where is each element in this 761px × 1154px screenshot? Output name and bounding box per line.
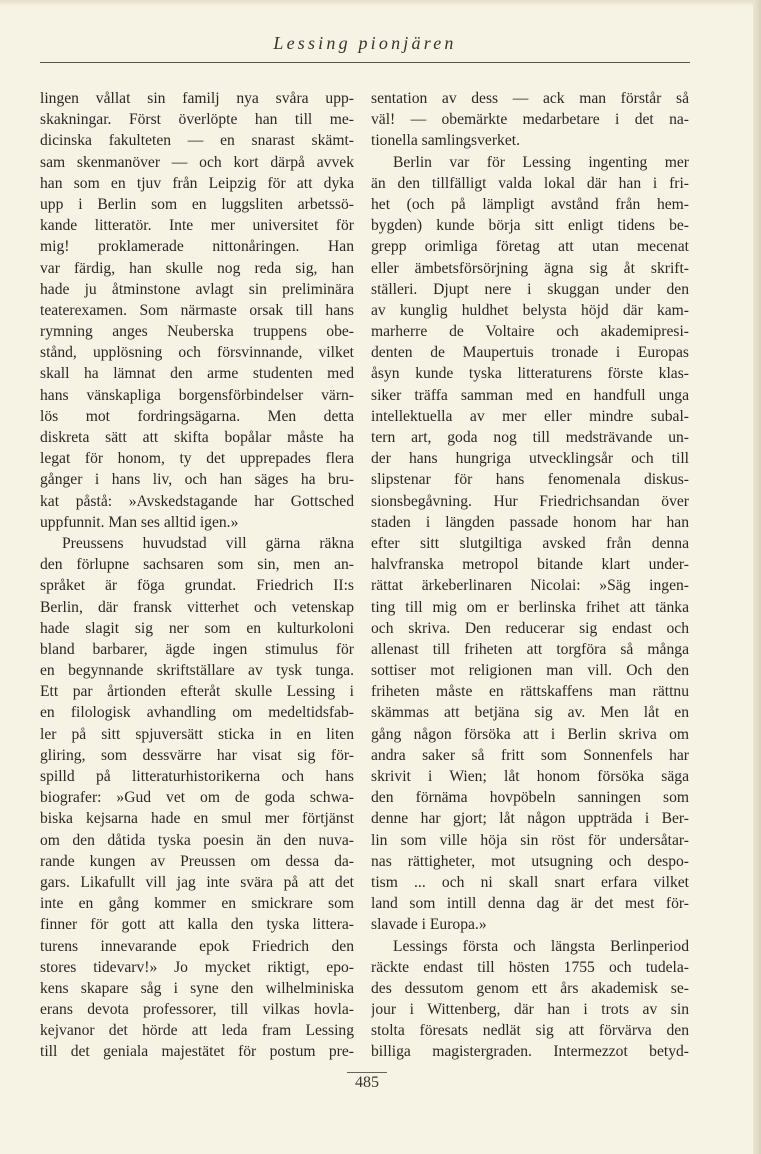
text-line: Berlin var för Lessing ingenting mer: [393, 153, 689, 171]
left-text-column: [40, 88, 354, 1063]
text-line: legat för honom, ty det upprepades flera: [40, 450, 354, 468]
page-right-edge-shadow: [753, 0, 761, 1154]
text-line: sentation av dess — ack man förstår så: [371, 90, 689, 107]
text-line: Preussens huvudstad vill gärna räkna: [62, 534, 354, 552]
text-line: om den dåtida tyska poesin än den nuva-: [40, 831, 354, 849]
text-line: hade ju åtminstone avlagt sin preliminära: [40, 280, 354, 298]
text-line: kat påstå: »Avskedstagande har Gottsched: [40, 492, 354, 510]
text-line: biografer: »Gud vet om de goda schwa-: [40, 789, 354, 807]
text-line: erans devota professorer, till vilkas hovla-: [40, 1001, 354, 1019]
text-line: denne har gjort; låt någon uppträda i Ber-: [371, 810, 689, 828]
right-text-column: [371, 88, 689, 1063]
text-line: gliring, som dessvärre har visat sig för-: [40, 746, 354, 764]
text-line: friheten måste en rättskaffens man rättnu: [371, 683, 689, 701]
text-line: av kunglig huldhet belysta höjd där kam-: [371, 301, 689, 319]
text-line: ting till mig om er berlinska frihet att tänka: [371, 598, 689, 616]
text-line: och skriva. Den reducerar sig endast och: [371, 619, 689, 637]
text-line: jour i Wittenberg, där han i trots av sin: [371, 1001, 689, 1019]
text-line: åsyn kunde tyska litteraturens förste klas-: [371, 365, 689, 383]
text-line: des dessutom genom ett års akademisk se-: [371, 979, 689, 997]
text-line: der hans hungriga utvecklingsår och till: [371, 450, 689, 468]
text-line: dicinska fakulteten — en snarast skämt-: [40, 132, 354, 150]
page-number: 485: [355, 1074, 379, 1091]
text-line: lingen vållat sin familj nya svåra upp-: [40, 90, 354, 107]
text-line: grepp orimliga företag att utan mecenat: [371, 238, 689, 256]
text-line: gång någon försöka att i Berlin skriva om: [371, 725, 689, 743]
text-line: gars. Likafullt vill jag inte svära på att det: [40, 873, 354, 891]
paragraph: [40, 88, 354, 533]
text-line: den förnäma hovpöbeln sanningen som: [371, 789, 689, 807]
text-line: finner för gott att kalla den tyska littera-: [40, 916, 354, 934]
text-line: andra saker så fritt som Sonnenfels har: [371, 746, 689, 764]
text-line: rande kungen av Preussen om dessa da-: [40, 852, 354, 870]
text-line: skall ha lämnat den arme studenten med: [40, 365, 354, 383]
text-line: mig! proklamerade nittonåringen. Han: [40, 238, 354, 256]
text-line: rymning anges Neuberska truppens obe-: [40, 323, 354, 341]
paragraph: [371, 88, 689, 152]
text-line: tern art, goda nog till medsträvande un-: [371, 429, 689, 446]
text-line: kejvanor det hörde att leda fram Lessing: [40, 1022, 354, 1040]
text-line: slavade i Europa.»: [371, 916, 487, 934]
text-line: billiga magistergraden. Intermezzot betyd-: [371, 1043, 689, 1061]
text-line: teaterexamen. Som närmaste orsak till hans: [40, 301, 354, 319]
text-line: stores tidevarv!» Jo mycket riktigt, epo-: [40, 958, 354, 976]
text-line: lin som ville höja sin röst för undersåtar-: [371, 831, 689, 849]
text-line: allenast till friheten att torgföra så många: [371, 640, 689, 658]
text-line: intellektuella av mer eller mindre subal-: [371, 407, 689, 425]
text-line: kens skapare såg i syne den wilhelminiska: [40, 979, 354, 997]
text-line: den förlupne sachsaren som sin, men an-: [40, 556, 354, 574]
text-line: diskreta sätt att skifta bopålar måste ha: [40, 429, 354, 446]
text-line: land som intill denna dag är det mest för-: [371, 895, 689, 913]
text-line: lös mot fordringsägarna. Men detta: [40, 407, 354, 425]
text-line: gånger i hans liv, och han säges ha bru-: [40, 471, 354, 489]
text-line: ställeri. Djupt nere i skuggan under den: [371, 280, 689, 298]
text-line: tionella samlingsverket.: [371, 132, 520, 150]
text-line: väl! — obemärkte medarbetare i det na-: [371, 111, 689, 129]
text-line: inte en gång kommer en smickrare som: [40, 895, 354, 913]
text-line: stolta föresats nedlät sig att förvärva den: [371, 1022, 689, 1040]
paragraph: [40, 533, 354, 1063]
text-line: spilld på litteraturhistorikerna och hans: [40, 768, 354, 785]
text-line: sam skenmanöver — och kort därpå avvek: [40, 153, 354, 171]
text-line: sionsbegåvning. Hur Friedrichsandan över: [371, 492, 689, 510]
text-line: var färdig, han skulle nog reda sig, han: [40, 259, 354, 277]
text-line: staden i längden passade honom har han: [371, 513, 689, 531]
text-line: än den tillfälligt valda lokal där han i fri-: [371, 174, 689, 192]
text-line: stånd, upplösning och försvinnande, vilket: [40, 344, 354, 362]
text-line: turens innevarande epok Friedrich den: [40, 937, 354, 955]
text-line: bland barbarer, ägde ingen stimulus för: [40, 640, 354, 658]
text-line: slipstenar för hans fenomenala diskus-: [371, 471, 689, 489]
text-line: nas rättigheter, mot utsugning och despo-: [371, 852, 689, 870]
text-line: till det geniala majestätet för postum pre-: [40, 1043, 354, 1061]
text-line: hade slagit sig ner som en kulturkoloni: [40, 619, 354, 637]
text-line: uppfunnit. Man ses alltid igen.»: [40, 513, 239, 531]
text-line: han som en tjuv från Leipzig för att dyka: [40, 174, 354, 192]
text-line: Lessings första och längsta Berlinperiod: [393, 937, 689, 955]
text-line: en filologisk avhandling om medeltidsfab-: [40, 704, 354, 722]
page-number-rule: [347, 1072, 387, 1073]
text-line: bygden) kunde börja sitt enligt tidens be-: [371, 217, 689, 235]
text-line: eller ämbetsförsörjning ägna sig åt skrift-: [371, 259, 689, 277]
page-top-edge: [0, 0, 761, 6]
paragraph: [371, 936, 689, 1063]
text-line: biska kejsarna hade en smul mer förtjänst: [40, 810, 354, 828]
text-line: kande litteratör. Inte mer universitet för: [40, 217, 354, 235]
text-line: upp i Berlin som en luggsliten arbetssö-: [40, 195, 354, 213]
text-line: en begynnande skriftställare av tysk tunga.: [40, 662, 354, 680]
text-line: het (och på lämpligt avstånd från hem-: [371, 195, 689, 213]
text-line: siker träffa samman med en handfull unga: [371, 386, 689, 404]
paragraph: [371, 152, 689, 936]
text-line: Berlin, där fransk vitterhet och vetenskap: [40, 598, 354, 616]
text-line: denten de Maupertuis tronade i Europas: [371, 344, 689, 362]
text-line: marherre de Voltaire och akademipresi-: [371, 323, 689, 341]
text-line: hans vänskapliga borgensförbindelser värn-: [40, 386, 354, 404]
text-line: sottiser mot religionen man vill. Och den: [371, 662, 689, 680]
text-line: språket är föga grundat. Friedrich II:s: [40, 577, 354, 595]
text-line: skrivit i Wien; låt honom försöka säga: [371, 768, 689, 785]
text-line: rättat ärkeberlinaren Nicolai: »Säg ingen-: [371, 577, 689, 595]
text-line: tism ... och ni skall snart erfara vilket: [371, 873, 689, 891]
text-line: räckte endast till hösten 1755 och tudela-: [371, 958, 689, 976]
text-line: ler på sitt spjuversätt sticka in en liten: [40, 725, 354, 743]
text-line: efter sitt slutgiltiga avsked från denna: [371, 534, 689, 552]
running-title: Lessing pionjären: [273, 33, 457, 53]
text-line: halvfranska metropol bitande klart under-: [371, 556, 689, 574]
text-line: skämmas att betjäna sig av. Men låt en: [371, 704, 689, 722]
header-rule: [40, 62, 690, 63]
text-line: Ett par årtionden efteråt skulle Lessing i: [40, 683, 354, 701]
text-line: skakningar. Först överlöpte han till me-: [40, 111, 354, 129]
